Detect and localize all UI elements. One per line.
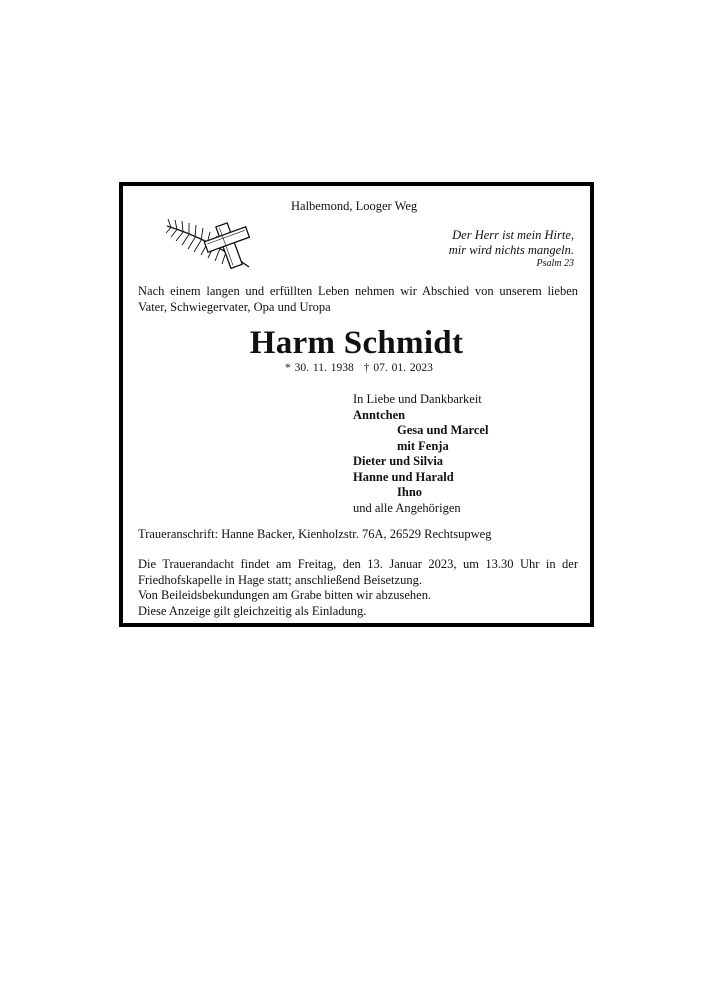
- death-date: † 07. 01. 2023: [363, 362, 433, 374]
- family-member: Anntchen: [353, 407, 406, 422]
- family-member: Dieter und Silvia: [353, 454, 444, 468]
- family-member: Hanne und Harald: [353, 469, 454, 484]
- psalm-line-1: Der Herr ist mein Hirte,: [452, 228, 574, 242]
- service-info: [138, 557, 578, 619]
- intro-text: Nach einem langen und erfüllten Leben nehmen wir Abschied von unserem lieben Vater, Schwiegervater, Opa und Uropa: [138, 284, 578, 314]
- service-line-2: Friedhofskapelle in Hage statt; anschließend Beisetzung.: [138, 572, 422, 587]
- mourning-address: Traueranschrift: Hanne Backer, Kienholzstr. 76A, 26529 Rechtsupweg: [138, 527, 492, 541]
- service-line-1: Die Trauerandacht findet am Freitag, den 13. Januar 2023, um 13.30 Uhr in der: [138, 557, 578, 571]
- family-list: [353, 392, 488, 516]
- birth-date: * 30. 11. 1938: [285, 362, 354, 374]
- family-member: Gesa und Marcel: [397, 423, 489, 437]
- family-closing: und alle Angehörigen: [353, 500, 461, 515]
- family-member: mit Fenja: [397, 438, 449, 453]
- psalm-quote: [449, 228, 574, 270]
- psalm-line-2: mir wird nichts mangeln.: [448, 243, 574, 257]
- service-line-4: Diese Anzeige gilt gleichzeitig als Einladung.: [138, 603, 367, 618]
- location: Halbemond, Looger Weg: [291, 199, 418, 213]
- service-line-3: Von Beileidsbekundungen am Grabe bitten wir abzusehen.: [138, 588, 432, 602]
- family-member: Ihno: [397, 485, 423, 499]
- life-dates: [285, 362, 433, 374]
- psalm-reference: Psalm 23: [536, 258, 574, 269]
- deceased-name: Harm Schmidt: [249, 325, 464, 361]
- cross-with-palm-frond-icon: [163, 218, 263, 270]
- family-heading: In Liebe und Dankbarkeit: [353, 392, 482, 406]
- obituary-notice: [119, 182, 594, 627]
